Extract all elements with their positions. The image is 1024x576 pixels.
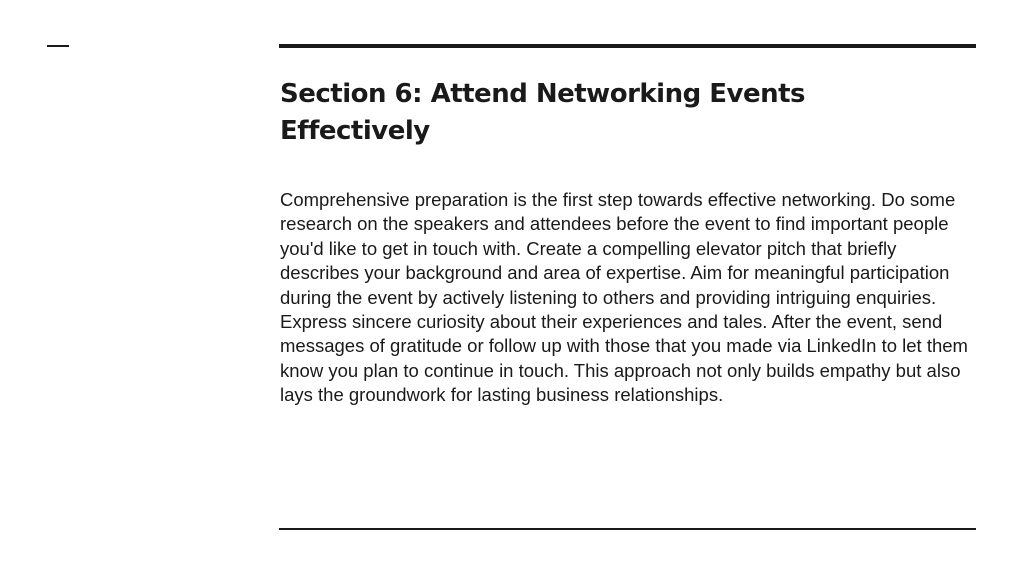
slide-title: Section 6: Attend Networking Events Effectively	[280, 79, 806, 146]
slide-body-text: Comprehensive preparation is the first step towards effective networking. Do some research on the speakers and attendees before the event to find important people you'd like to get in touch with. Create a compelling elevator pitch that briefly describes your background and area of expertise. Aim for meaningful participation during the event by actively listening to others and providing intriguing enquiries. Express sincere curiosity about their experiences and tales. After the event, send messages of gratitude or follow up with those that you made via LinkedIn to let them know you plan to continue in touch. This approach not only builds empathy but also lays the groundwork for lasting business relationships.	[280, 189, 968, 406]
top-divider	[279, 44, 976, 48]
corner-dash-decoration	[47, 45, 69, 47]
bottom-divider	[279, 528, 976, 530]
